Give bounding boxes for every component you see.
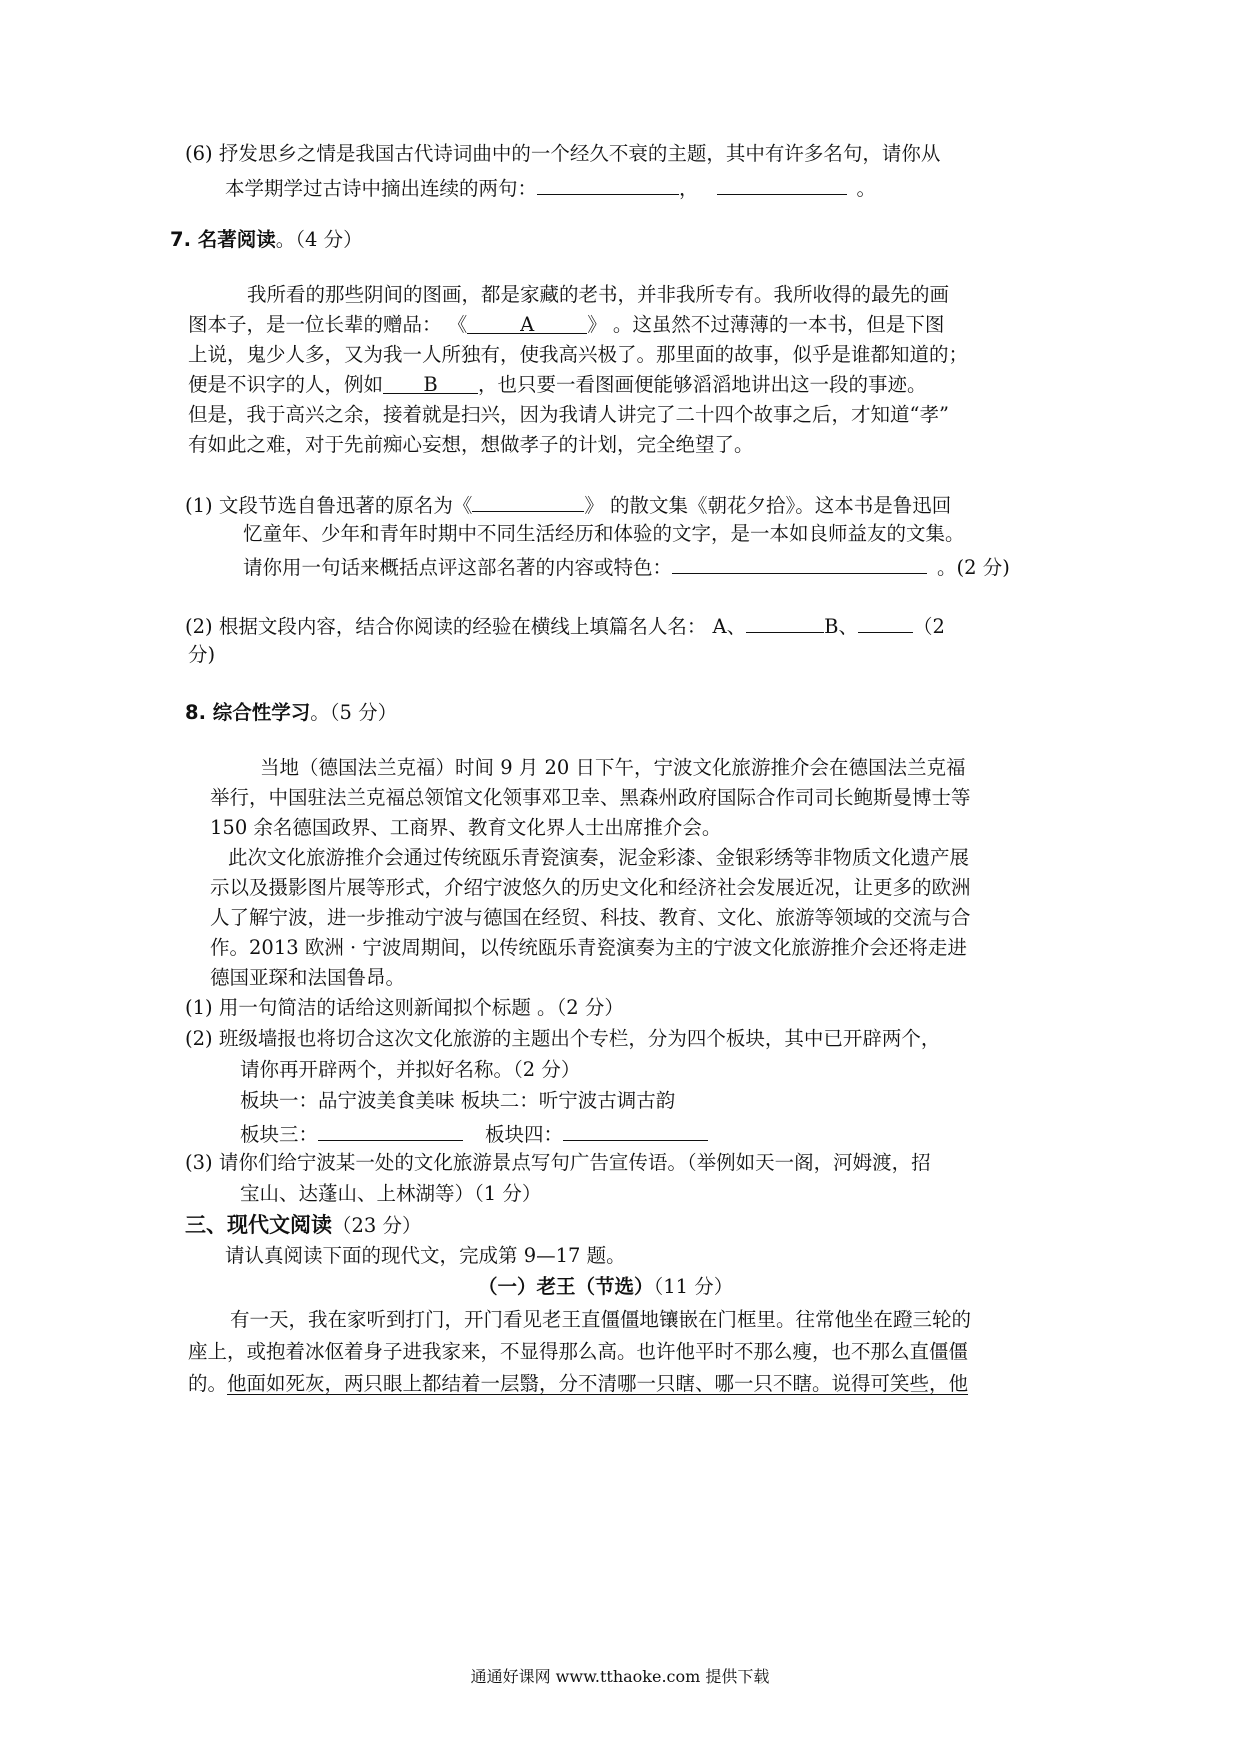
q7-passage-line1: 我所看的那些阴间的图画，都是家藏的老书，并非我所专有。我所收得的最先的画	[247, 283, 950, 306]
q6-line1: (6) 抒发思乡之情是我国古代诗词曲中的一个经久不衰的主题，其中有许多名句，请你从	[185, 142, 941, 165]
q7-score: 。（4 分）	[275, 228, 363, 251]
q8-passage-line2: 举行，中国驻法兰克福总领馆文化领事邓卫幸、黑森州政府国际合作司司长鲍斯曼博士等	[210, 786, 971, 809]
q8-board3-blank[interactable]	[318, 1118, 463, 1141]
q7-sub1-line3	[243, 551, 1010, 582]
q8-sub3-line1: (3) 请你们给宁波某一处的文化旅游景点写句广告宣传语。（举例如天一阁，河姆渡，招	[185, 1151, 931, 1174]
q7-sub1-score: 。(2 分)	[937, 556, 1010, 579]
q8-sub2-line3: 板块一：品宁波美食美味 板块二：听宁波古调古韵	[240, 1089, 676, 1112]
q7-passage-line5: 但是，我于高兴之余，接着就是扫兴，因为我请人讲完了二十四个故事之后，才知道“孝”	[188, 403, 949, 426]
q7-passage-text: 》 。这虽然不过薄薄的一本书，但是下图	[587, 313, 945, 336]
q7-passage-line2	[188, 311, 944, 339]
q8-title: 8. 综合性学习	[185, 701, 311, 724]
q8-passage-line1: 当地（德国法兰克福）时间 9 月 20 日下午，宁波文化旅游推介会在德国法兰克福	[260, 756, 966, 779]
section3-subheading	[478, 1273, 733, 1301]
q7-passage-text: ，也只要一看图画便能够滔滔地讲出这一段的事迹。	[478, 373, 927, 396]
section3-title: 三、现代文阅读	[185, 1213, 332, 1237]
q8-sub3-line2: 宝山、达蓬山、上林湖等）（1 分）	[240, 1182, 542, 1205]
laowang-para-line3	[188, 1370, 968, 1398]
q8-heading	[185, 699, 397, 727]
q8-board4-label: 板块四：	[485, 1123, 564, 1146]
q8-passage-line6: 人了解宁波，进一步推动宁波与德国在经贸、科技、教育、文化、旅游等领域的交流与合	[210, 906, 971, 929]
q7-sub2-blank-a[interactable]	[746, 610, 824, 633]
section3-subscore: （11 分）	[653, 1275, 734, 1298]
q6-answer-blank-1[interactable]	[537, 172, 679, 195]
q8-passage-line3: 150 余名德国政界、工商界、教育文化界人士出席推介会。	[210, 816, 722, 839]
q7-sub1-line1	[185, 489, 951, 520]
q8-sub2-line2: 请你再开辟两个，并拟好名称。（2 分）	[240, 1058, 581, 1081]
q8-passage-line8: 德国亚琛和法国鲁昂。	[210, 966, 406, 989]
q8-score: 。（5 分）	[310, 701, 398, 724]
q7-sub1-text: 》 的散文集《朝花夕拾》。这本书是鲁迅回	[584, 494, 952, 517]
q8-sub2-line4	[240, 1118, 708, 1149]
q6-end: 。	[856, 177, 877, 200]
q6-prompt: 本学期学过古诗中摘出连续的两句：	[225, 177, 538, 200]
q7-sub2-line1	[185, 610, 945, 641]
q7-sub1-text: 请你用一句话来概括点评这部名著的内容或特色：	[243, 556, 673, 579]
laowang-para-line1: 有一天，我在家听到打门，开门看见老王直僵僵地镶嵌在门框里。往常他坐在蹬三轮的	[230, 1308, 972, 1331]
q8-passage-line4: 此次文化旅游推介会通过传统瓯乐青瓷演奏，泥金彩漆、金银彩绣等非物质文化遗产展	[228, 846, 970, 869]
q7-sub2-score: （2	[912, 615, 945, 638]
q8-passage-line5: 示以及摄影图片展等形式，介绍宁波悠久的历史文化和经济社会发展近况，让更多的欧洲	[210, 876, 971, 899]
section3-score: （23 分）	[332, 1214, 422, 1237]
q8-board4-blank[interactable]	[563, 1118, 708, 1141]
q7-blank-b[interactable]: B	[383, 371, 478, 394]
q7-sub2-blank-b[interactable]	[858, 610, 913, 633]
q7-heading	[170, 226, 363, 254]
q7-sub1-line2: 忆童年、少年和青年时期中不同生活经历和体验的文字，是一本如良师益友的文集。	[243, 522, 965, 545]
section3-subtitle: （一）老王（节选）	[478, 1275, 654, 1298]
laowang-underlined-sentence: 他面如死灰，两只眼上都结着一层翳，分不清哪一只瞎、哪一只不瞎。说得可笑些，他	[227, 1372, 969, 1395]
laowang-text: 的。	[188, 1372, 228, 1395]
q8-passage-line7: 作。2013 欧洲 · 宁波周期间，以传统瓯乐青瓷演奏为主的宁波文化旅游推介会还将走进	[210, 936, 967, 959]
section3-intro: 请认真阅读下面的现代文，完成第 9—17 题。	[225, 1244, 626, 1267]
q7-title: 7. 名著阅读	[170, 228, 276, 251]
q7-passage-line6: 有如此之难，对于先前痴心妄想，想做孝子的计划，完全绝望了。	[188, 433, 754, 456]
section3-heading	[185, 1211, 422, 1240]
q7-blank-a[interactable]: A	[467, 311, 587, 334]
q7-sub1-text: (1) 文段节选自鲁迅著的原名为《	[185, 494, 473, 517]
q6-line2	[225, 172, 876, 203]
q6-comma: ，	[679, 177, 699, 200]
q7-sub2-text: (2) 根据文段内容，结合你阅读的经验在横线上填篇名人名： A、	[185, 615, 747, 638]
q7-sub1-blank-comment[interactable]	[672, 551, 927, 574]
page-footer: 通通好课网 www.tthaoke.com 提供下载	[470, 1667, 770, 1686]
laowang-para-line2: 座上，或抱着冰伛着身子进我家来，不显得那么高。也许他平时不那么瘦，也不那么直僵僵	[188, 1340, 969, 1363]
q7-sub1-blank-title[interactable]	[472, 489, 584, 512]
q8-sub1: (1) 用一句简洁的话给这则新闻拟个标题 。（2 分）	[185, 996, 624, 1019]
q7-passage-text: 图本子，是一位长辈的赠品： 《	[188, 313, 468, 336]
q7-sub2-text: B、	[824, 615, 858, 638]
q8-board3-label: 板块三：	[240, 1123, 319, 1146]
q7-passage-line3: 上说，鬼少人多，又为我一人所独有，使我高兴极了。那里面的故事，似乎是谁都知道的；	[188, 343, 969, 366]
q7-passage-text: 便是不识字的人，例如	[188, 373, 384, 396]
q7-passage-line4	[188, 371, 927, 399]
q8-sub2-line1: (2) 班级墙报也将切合这次文化旅游的主题出个专栏，分为四个板块，其中已开辟两个，	[185, 1027, 941, 1050]
q7-sub2-line2: 分)	[188, 643, 216, 666]
q6-answer-blank-2[interactable]	[717, 172, 847, 195]
